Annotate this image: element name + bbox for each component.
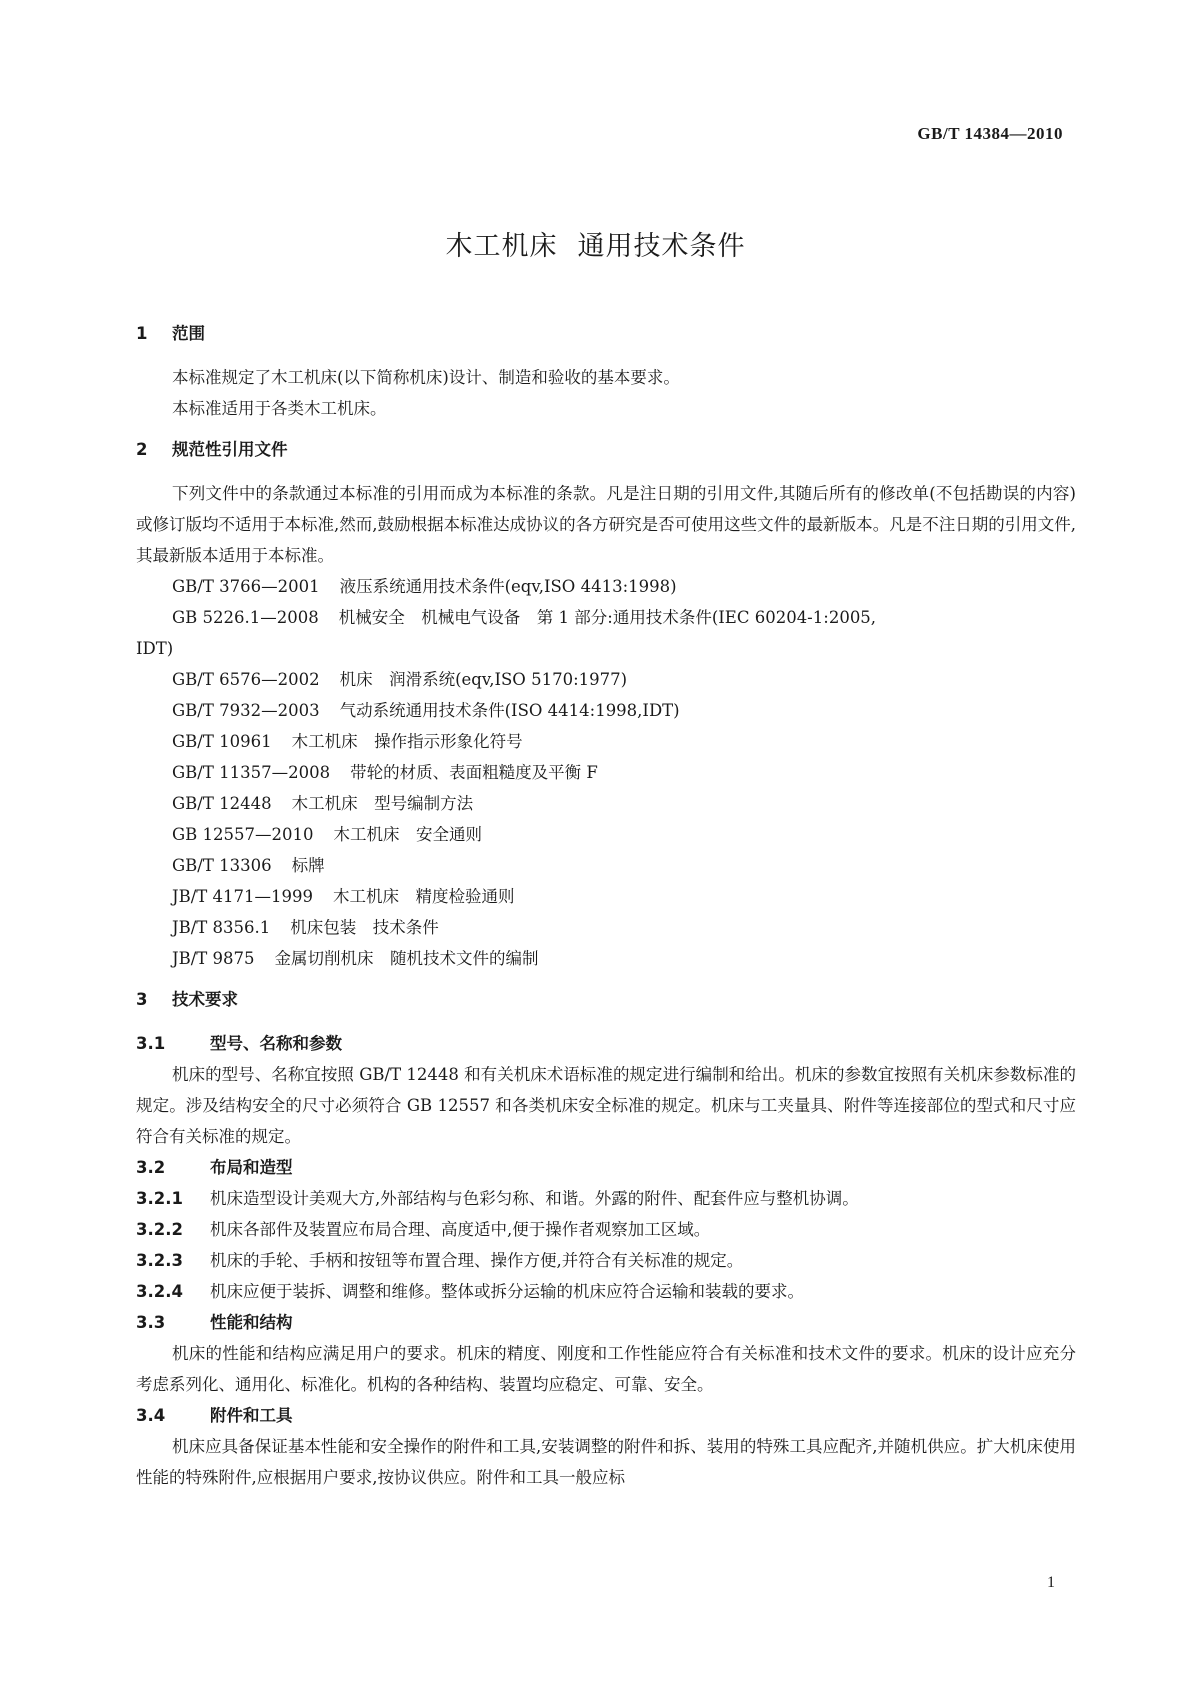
reference-code: GB/T 6576—2002 bbox=[172, 670, 320, 689]
paragraph: 本标准适用于各类木工机床。 bbox=[172, 399, 387, 418]
clause-text: 机床各部件及装置应布局合理、高度适中,便于操作者观察加工区域。 bbox=[210, 1220, 711, 1239]
reference-title: 金属切削机床 随机技术文件的编制 bbox=[274, 949, 539, 968]
clause-number: 3.2.4 bbox=[136, 1282, 183, 1301]
reference-item bbox=[136, 695, 1076, 726]
reference-code: GB/T 7932—2003 bbox=[172, 701, 320, 720]
section-heading-1 bbox=[136, 318, 1076, 349]
reference-item bbox=[136, 726, 1076, 757]
reference-code: GB 12557—2010 bbox=[172, 825, 314, 844]
reference-item bbox=[136, 757, 1076, 788]
reference-item bbox=[136, 881, 1076, 912]
title-part-2: 通用技术条件 bbox=[577, 231, 746, 262]
paragraph: 机床的型号、名称宜按照 GB/T 12448 和有关机床术语标准的规定进行编制和给出。机床的参数宜按照有关机床参数标准的规定。涉及结构安全的尺寸必须符合 GB 12557 和各类机床安全标准的规定。机床与工夹量具、附件等连接部位的型式和尺寸应符合有关标准的规定。 bbox=[136, 1065, 1076, 1146]
document-body bbox=[136, 318, 1076, 1493]
section-number: 1 bbox=[136, 324, 148, 343]
reference-item bbox=[136, 912, 1076, 943]
reference-item bbox=[136, 602, 1076, 664]
clause-item bbox=[136, 1245, 1076, 1276]
reference-continuation: IDT) bbox=[136, 639, 174, 658]
clause-text: 机床的手轮、手柄和按钮等布置合理、操作方便,并符合有关标准的规定。 bbox=[210, 1251, 744, 1270]
standard-code: GB/T 14384—2010 bbox=[917, 124, 1063, 143]
reference-title: 机床 润滑系统(eqv,ISO 5170:1977) bbox=[339, 670, 628, 689]
reference-title: 木工机床 型号编制方法 bbox=[291, 794, 474, 813]
section-heading-3 bbox=[136, 984, 1076, 1015]
subsection-heading-3-2 bbox=[136, 1152, 1076, 1183]
reference-code: GB 5226.1—2008 bbox=[172, 608, 319, 627]
page-number: 1 bbox=[1047, 1574, 1055, 1591]
reference-title: 标牌 bbox=[291, 856, 325, 875]
paragraph: 本标准规定了木工机床(以下简称机床)设计、制造和验收的基本要求。 bbox=[172, 368, 680, 387]
paragraph: 下列文件中的条款通过本标准的引用而成为本标准的条款。凡是注日期的引用文件,其随后所有的修改单(不包括勘误的内容)或修订版均不适用于本标准,然而,鼓励根据本标准达成协议的各方研究是否可使用这些文件的最新版本。凡是不注日期的引用文件,其最新版本适用于本标准。 bbox=[136, 484, 1076, 565]
clause-number: 3.2.2 bbox=[136, 1220, 183, 1239]
paragraph: 机床应具备保证基本性能和安全操作的附件和工具,安装调整的附件和拆、装用的特殊工具应配齐,并随机供应。扩大机床使用性能的特殊附件,应根据用户要求,按协议供应。附件和工具一般应标 bbox=[136, 1437, 1076, 1487]
document-title bbox=[0, 224, 1191, 263]
clause-number: 3.2.1 bbox=[136, 1189, 183, 1208]
reference-item bbox=[136, 850, 1076, 881]
reference-code: GB/T 11357—2008 bbox=[172, 763, 331, 782]
subsection-title: 型号、名称和参数 bbox=[210, 1034, 342, 1053]
reference-item bbox=[136, 571, 1076, 602]
subsection-heading-3-1 bbox=[136, 1028, 1076, 1059]
reference-title: 木工机床 安全通则 bbox=[333, 825, 483, 844]
subsection-number: 3.4 bbox=[136, 1406, 166, 1425]
reference-title: 液压系统通用技术条件(eqv,ISO 4413:1998) bbox=[339, 577, 677, 596]
reference-item bbox=[136, 664, 1076, 695]
reference-title: 木工机床 精度检验通则 bbox=[333, 887, 515, 906]
reference-code: GB/T 10961 bbox=[172, 732, 272, 751]
reference-item bbox=[136, 788, 1076, 819]
reference-title: 木工机床 操作指示形象化符号 bbox=[291, 732, 523, 751]
clause-item bbox=[136, 1183, 1076, 1214]
reference-title: 机床包装 技术条件 bbox=[290, 918, 439, 937]
reference-code: JB/T 4171—1999 bbox=[172, 887, 314, 906]
clause-item bbox=[136, 1214, 1076, 1245]
section-title: 规范性引用文件 bbox=[172, 440, 288, 459]
paragraph: 机床的性能和结构应满足用户的要求。机床的精度、刚度和工作性能应符合有关标准和技术文件的要求。机床的设计应充分考虑系列化、通用化、标准化。机构的各种结构、装置均应稳定、可靠、安全。 bbox=[136, 1344, 1076, 1394]
subsection-title: 性能和结构 bbox=[210, 1313, 293, 1332]
section-number: 3 bbox=[136, 990, 148, 1009]
reference-code: GB/T 12448 bbox=[172, 794, 272, 813]
reference-title: 机械安全 机械电气设备 第 1 部分:通用技术条件(IEC 60204-1:2005, bbox=[338, 608, 877, 627]
reference-title: 带轮的材质、表面粗糙度及平衡 F bbox=[350, 763, 598, 782]
reference-title: 气动系统通用技术条件(ISO 4414:1998,IDT) bbox=[339, 701, 680, 720]
subsection-title: 布局和造型 bbox=[210, 1158, 293, 1177]
clause-number: 3.2.3 bbox=[136, 1251, 183, 1270]
subsection-heading-3-4 bbox=[136, 1400, 1076, 1431]
reference-code: GB/T 3766—2001 bbox=[172, 577, 320, 596]
reference-item bbox=[136, 943, 1076, 974]
reference-code: JB/T 9875 bbox=[172, 949, 255, 968]
subsection-heading-3-3 bbox=[136, 1307, 1076, 1338]
subsection-number: 3.1 bbox=[136, 1034, 166, 1053]
subsection-number: 3.3 bbox=[136, 1313, 166, 1332]
clause-item bbox=[136, 1276, 1076, 1307]
reference-item bbox=[136, 819, 1076, 850]
section-number: 2 bbox=[136, 440, 148, 459]
subsection-number: 3.2 bbox=[136, 1158, 166, 1177]
reference-code: JB/T 8356.1 bbox=[172, 918, 271, 937]
title-part-1: 木工机床 bbox=[445, 231, 558, 262]
subsection-title: 附件和工具 bbox=[210, 1406, 293, 1425]
clause-text: 机床应便于装拆、调整和维修。整体或拆分运输的机床应符合运输和装载的要求。 bbox=[210, 1282, 804, 1301]
reference-code: GB/T 13306 bbox=[172, 856, 272, 875]
clause-text: 机床造型设计美观大方,外部结构与色彩匀称、和谐。外露的附件、配套件应与整机协调。 bbox=[210, 1189, 859, 1208]
section-title: 范围 bbox=[172, 324, 205, 343]
section-heading-2 bbox=[136, 434, 1076, 465]
section-title: 技术要求 bbox=[172, 990, 238, 1009]
